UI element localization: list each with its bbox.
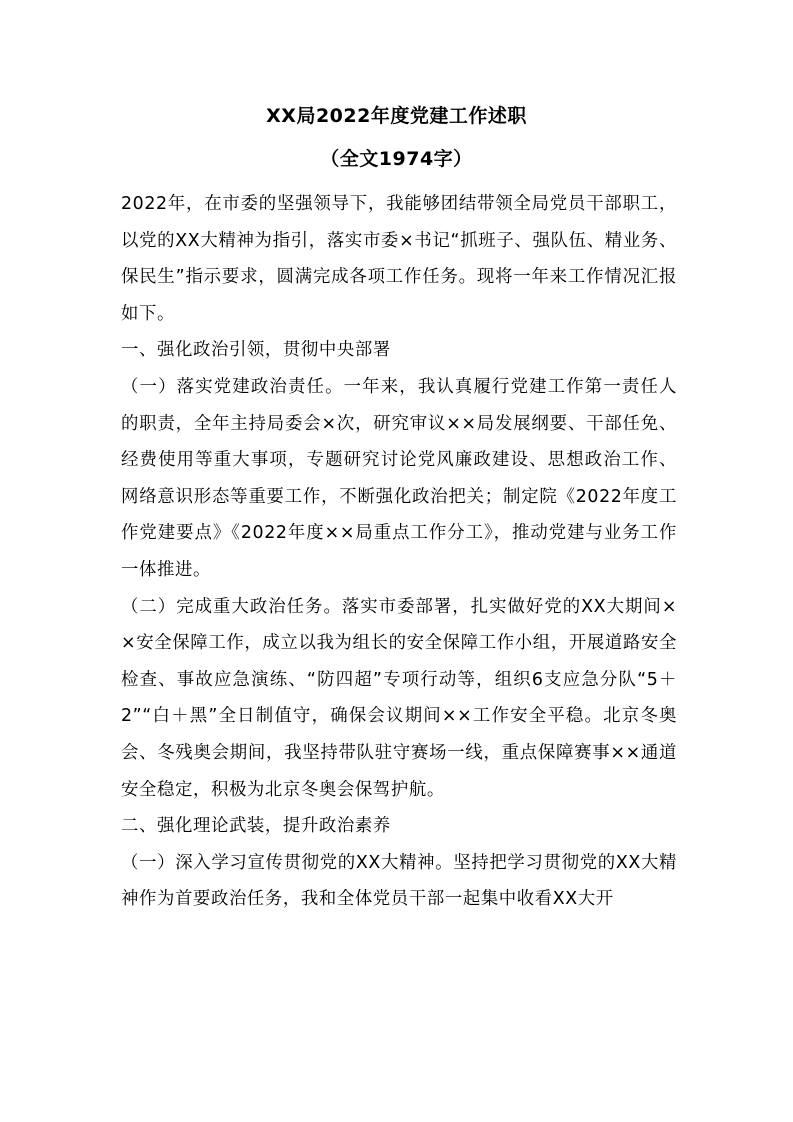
section-heading-2: 二、强化理论武装，提升政治素养 — [121, 816, 391, 837]
section-heading-1: 一、强化政治引领，贯彻中央部署 — [121, 340, 391, 361]
paragraph-1-2: （二）完成重大政治任务。落实市委部署，扎实做好党的XX大期间××安全保障工作，成立以我为组长的安全保障工作小组，开展道路安全检查、事故应急演练、“防四超”专项行动等，组织6支应急分队“5＋2”“白＋黑”全日制值守，确保会议期间××工作安全平稳。北京冬奥会、冬残奥会期间，我坚持带队驻守赛场一线，重点保障赛事××通道安全稳定，积极为北京冬奥会保驾护航。 — [121, 596, 677, 800]
paragraph-intro: 2022年，在市委的坚强领导下，我能够团结带领全局党员干部职工，以党的XX大精神为指引，落实市委×书记“抓班子、强队伍、精业务、保民生”指示要求，圆满完成各项工作任务。现将一年来工作情况汇报如下。 — [121, 194, 677, 324]
paragraph-2-1: （一）深入学习宣传贯彻党的XX大精神。坚持把学习贯彻党的XX大精神作为首要政治任务，我和全体党员干部一起集中收看XX大开 — [121, 852, 677, 910]
document-subtitle: （全文1974字） — [320, 148, 473, 170]
document-body — [121, 186, 677, 918]
document-title: XX局2022年度党建工作述职 — [266, 105, 527, 127]
paragraph-1-1: （一）落实党建政治责任。一年来，我认真履行党建工作第一责任人的职责，全年主持局委会×次，研究审议××局发展纲要、干部任免、经费使用等重大事项，专题研究讨论党风廉政建设、思想政治工作、网络意识形态等重要工作，不断强化政治把关；制定院《2022年度工作党建要点》《2022年度××局重点工作分工》，推动党建与业务工作一体推进。 — [121, 376, 677, 580]
